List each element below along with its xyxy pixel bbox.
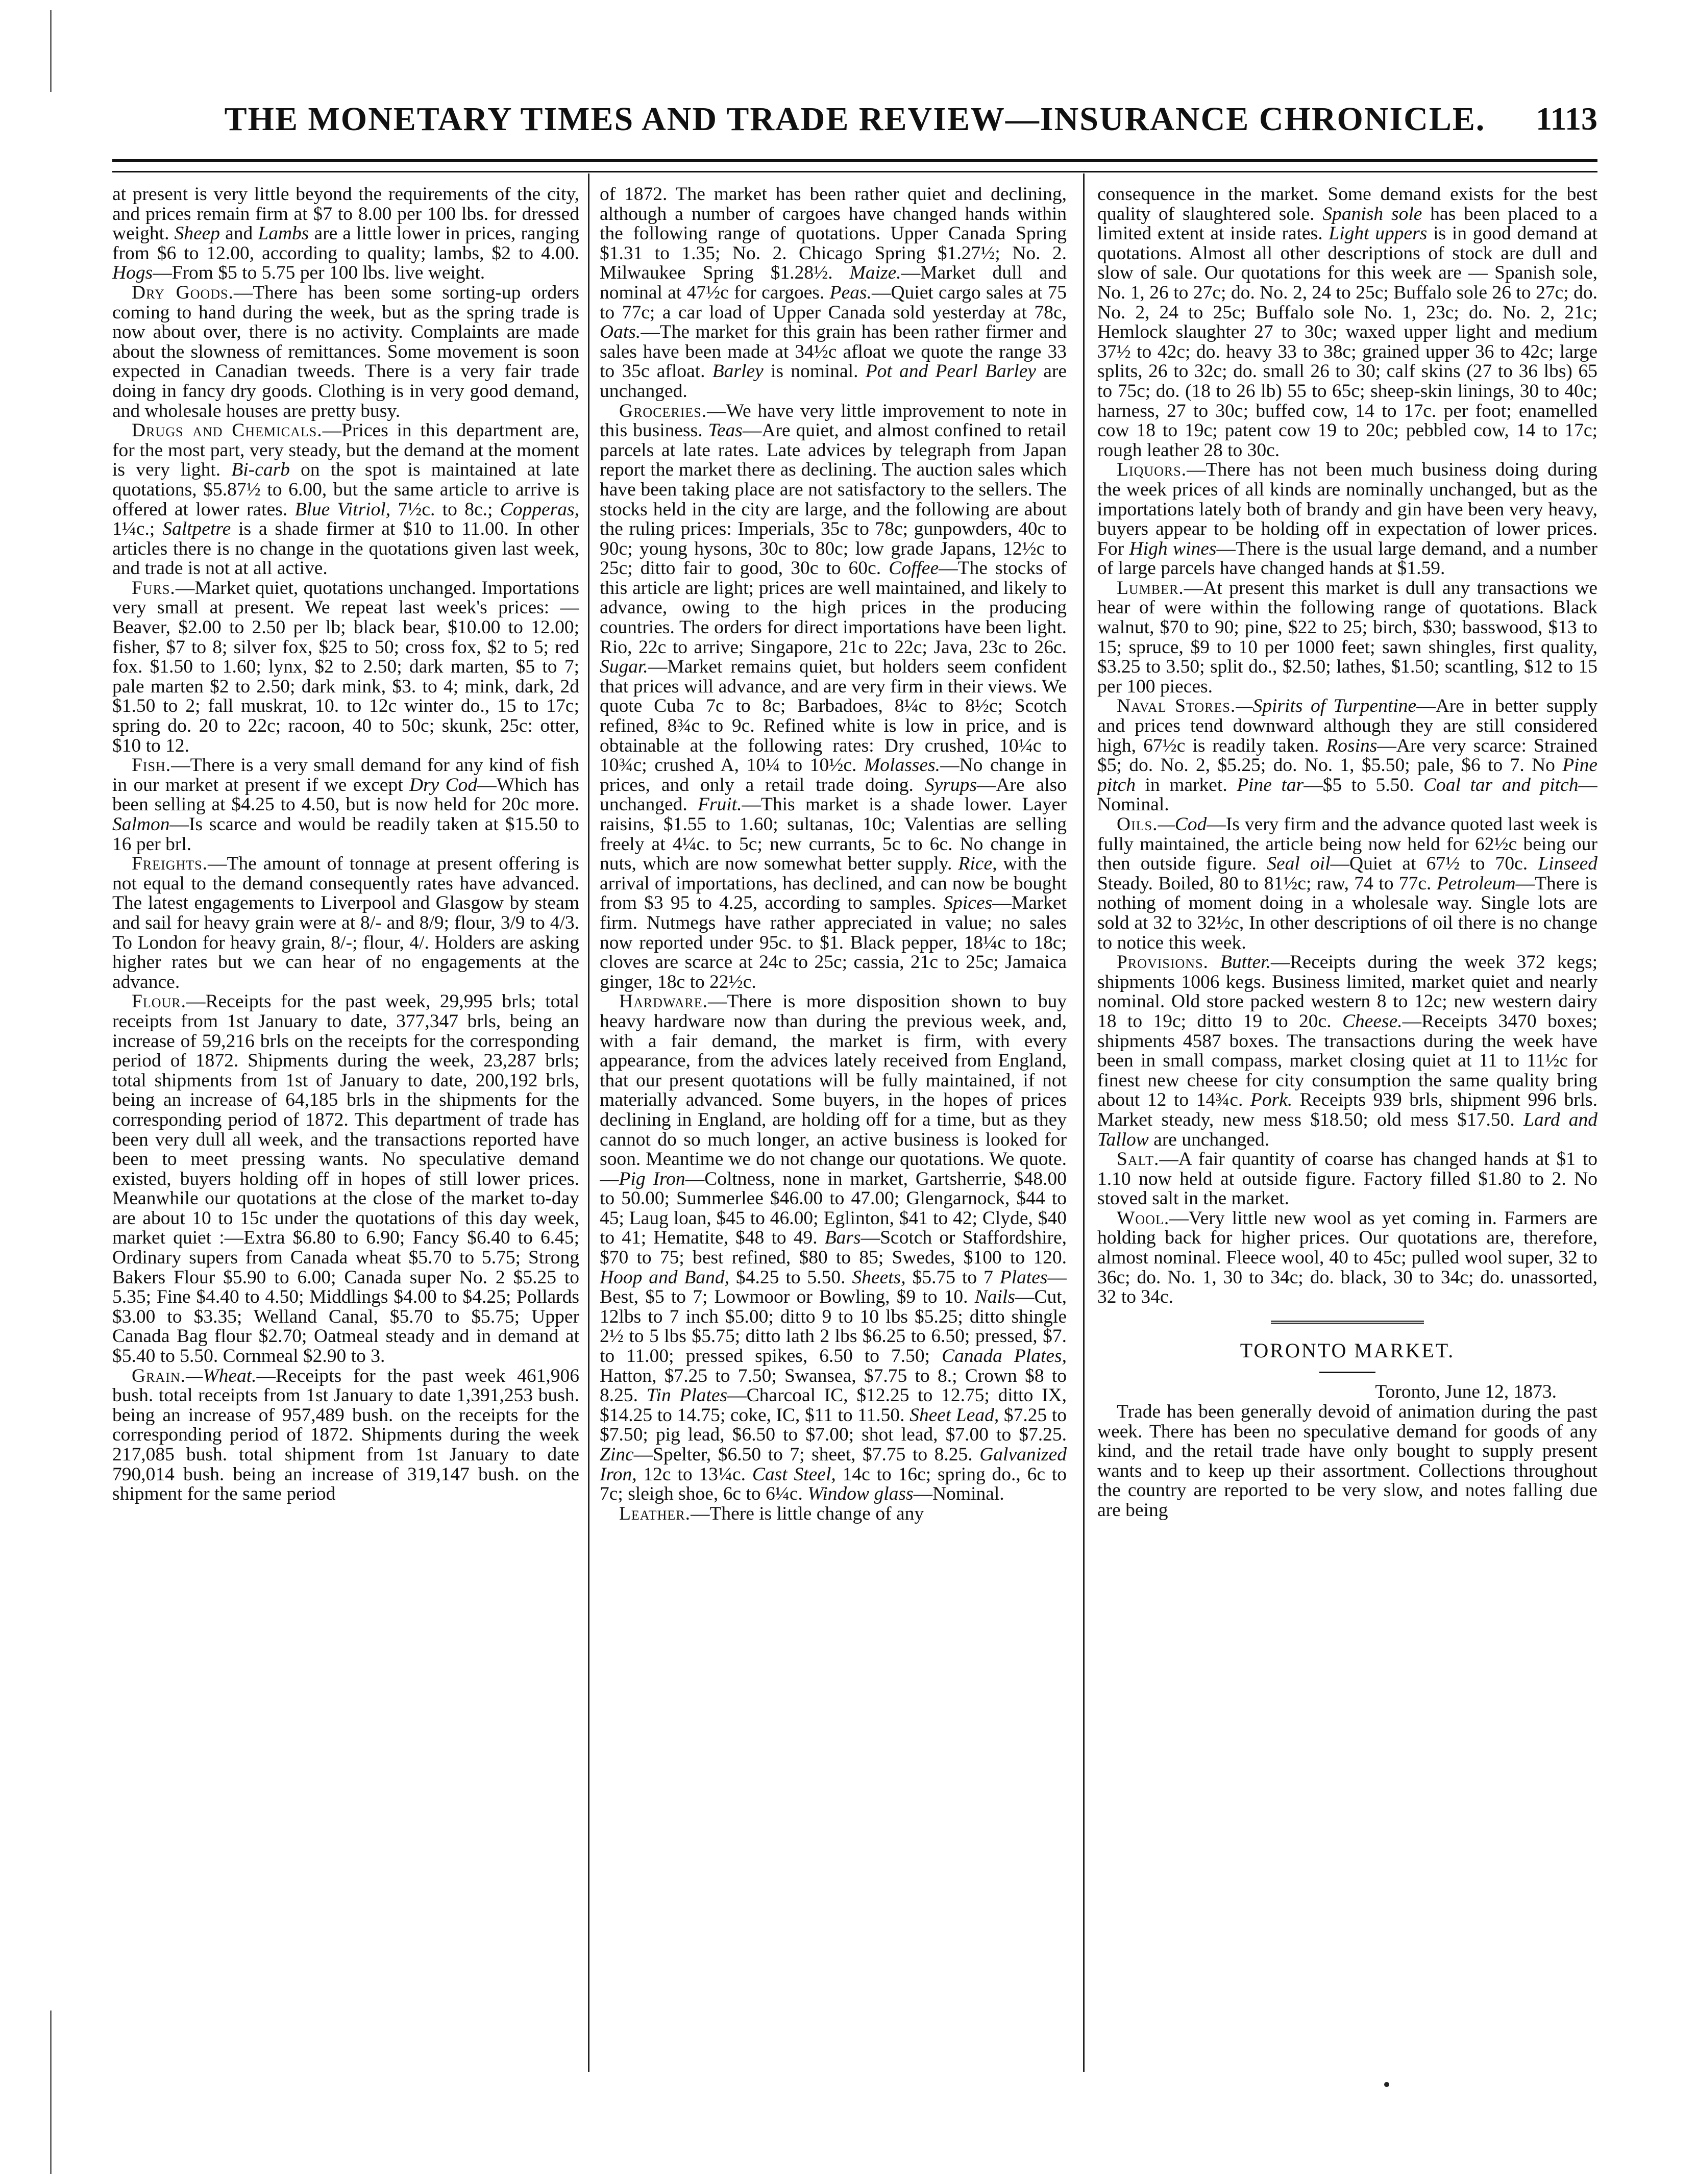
paragraph-hardware: Hardware.—There is more disposition shown to buy heavy hardware now than during the previous week, and, with a fair demand, the market is firm, with every appearance, from the advices lately received from England, that our present quotations will be fully maintained, if not materially advanced. Some buyers, in the hopes of prices declining in England, are holding off for a time, but as they cannot do so much longer, an active business is looked for soon. Meantime we do not change our quotations. We quote.—Pig Iron—Coltness, none in market, Gartsherrie, $48.00 to 50.00; Summerlee $46.00 to 47.00; Glengarnock, $44 to 45; Laug loan, $45 to 46.00; Eglinton, $41 to 42; Clyde, $40 to 41; Hematite, $48 to 49. Bars—Scotch or Staffordshire, $70 to 75; best refined, $80 to 85; Swedes, $100 to 120. Hoop and Band, $4.25 to 5.50. Sheets, $5.75 to 7 Plates—Best, $5 to 7; Lowmoor or Bowling, $9 to 10. Nails—Cut, 12lbs to 7 inch $5.00; ditto 9 to 10 lbs $5.25; ditto shingle 2½ to 5 lbs $5.75; ditto lath 2 lbs $6.25 to 6.50; pressed, $7. to 11.00; pressed spikes, 6.50 to 7.50; Canada Plates, Hatton, $7.25 to 7.50; Swansea, $7.75 to 8.; Crown $8 to 8.25. Tin Plates—Charcoal IC, $12.25 to 12.75; ditto IX, $14.25 to 14.75; coke, IC, $11 to 11.50. Sheet Lead, $7.25 to $7.50; pig lead, $6.50 to $7.00; shot lead, $7.00 to $7.25. Zinc—Spelter, $6.50 to 7; sheet, $7.75 to 8.25. Galvanized Iron, 12c to 13¼c. Cast Steel, 14c to 16c; spring do., 6c to 7c; sleigh shoe, 6c to 6¼c. Window glass—Nominal. bbox=[600, 991, 1067, 1505]
section-heading-toronto-market: TORONTO MARKET. bbox=[1240, 1338, 1455, 1362]
paragraph-oils: Oils.—Cod—Is very firm and the advance quoted last week is fully maintained, the article being now held for 62½c being our then outside figure. Seal oil—Quiet at 67½ to 70c. Linseed Steady. Boiled, 80 to 81½c; raw, 74 to 77c. Petroleum—There is nothing of moment doing in a wholesale way. Single lots are sold at 32 to 32½c, In other descriptions of oil there is no change to notice this week. bbox=[1097, 814, 1597, 953]
ink-dot bbox=[1384, 2082, 1389, 2087]
paragraph-drugs: Drugs and Chemicals.—Prices in this department are, for the most part, very steady, but the demand at the moment is very light. Bi-carb on the spot is maintained at late quotations, $5.87½ to 6.00, but the same article to arrive is offered at lower rates. Blue Vitriol, 7½c. to 8c.; Copperas, 1¼c.; Saltpetre is a shade firmer at $10 to 11.00. In other articles there is no change in the quotations given last week, and trade is not at all active. bbox=[112, 420, 579, 579]
paragraph-furs: Furs.—Market quiet, quotations unchanged. Importations very small at present. We repeat last week's prices: — Beaver, $2.00 to 2.50 per lb; black bear, $10.00 to 12.00; fisher, $7 to 8; silver fox, $25 to 50; cross fox, $2 to 5; red fox. $1.50 to 1.60; lynx, $2 to 2.50; dark marten, $5 to 7; pale marten $2 to 2.50; dark mink, $3. to 4; mink, dark, 2d $1.50 to 2; fall muskrat, 10. to 12c winter do., 15 to 17c; spring do. 20 to 22c; racoon, 40 to 50c; skunk, 25c: otter, $10 to 12. bbox=[112, 577, 579, 756]
paragraph-grain-continued: of 1872. The market has been rather quiet and declining, although a number of cargoes have changed hands within the following range of quotations. Upper Canada Spring $1.31 to 1.35; No. 2. Chicago Spring $1.27½; No. 2. Milwaukee Spring $1.28½. Maize.—Market dull and nominal at 47½c for cargoes. Peas.—Quiet cargo sales at 75 to 77c; a car load of Upper Canada sold yesterday at 78c, Oats.—The market for this grain has been rather firmer and sales have been made at 34½c afloat we quote the range 33 to 35c afloat. Barley is nominal. Pot and Pearl Barley are unchanged. bbox=[600, 185, 1067, 402]
masthead bbox=[112, 100, 1597, 161]
paragraph-leather: Leather.—There is little change of any bbox=[619, 1503, 924, 1524]
paragraph-lumber: Lumber.—At present this market is dull any transactions we hear of were within the following range of quotations. Black walnut, $70 to 90; pine, $22 to 25; birch, $30; basswood, $13 to 15; spruce, $9 to 10 per 1000 feet; sawn shingles, first quality, $3.25 to 3.50; split do., $2.50; lathes, $1.50; scantling, $12 to 15 per 100 pieces. bbox=[1097, 577, 1597, 697]
section-rule bbox=[1271, 1321, 1424, 1326]
dateline: Toronto, June 12, 1873. bbox=[1375, 1381, 1557, 1403]
column-divider bbox=[1083, 173, 1085, 2072]
column-1 bbox=[112, 185, 579, 2073]
paragraph-liquors: Liquors.—There has not been much business doing during the week prices of all kinds are nominally unchanged, but as the importations lately both of brandy and gin have been very heavy, buyers appear to be holding off in expectation of lower prices. For High wines—There is the usual large demand, and a number of large parcels have changed hands at $1.59. bbox=[1097, 459, 1597, 579]
paragraph-groceries: Groceries.—We have very little improvement to note in this business. Teas—Are quiet, and almost confined to retail parcels at late rates. Late advices by telegraph from Japan report the market there as declining. The auction sales which have been taking place are not satisfactory to the sellers. The stocks held in the city are large, and the following are about the ruling prices: Imperials, 35c to 78c; gunpowders, 40c to 90c; young hysons, 30c to 80c; low grade Japans, 12½c to 25c; ditto fair to good, 30c to 60c. Coffee—The stocks of this article are light; prices are well maintained, and likely to advance, owing to the high prices in the producing countries. The orders for direct importations have been light. Rio, 22c to arrive; Singapore, 21c to 22c; Java, 23c to 26c. Sugar.—Market remains quiet, but holders seem confident that prices will advance, and are very firm in their views. We quote Cuba 7c to 8c; Barbadoes, 8¼c to 8½c; Scotch refined, 8¾c to 9c. Refined white is low in price, and is obtainable at the following rates: Dry crushed, 10¼c to 10¾c; crushed A, 10¼ to 10½c. Molasses.—No change in prices, and only a retail trade doing. Syrups—Are also unchanged. Fruit.—This market is a shade lower. Layer raisins, $1.55 to 1.60; sultanas, 10c; Valentias are selling freely at 4¼c. to 5c; new currants, 5c to 6c. No change in nuts, which are now somewhat better supply. Rice, with the arrival of importations, has declined, and can now be bought from $3 95 to 4.25, according to samples. Spices—Market firm. Nutmegs have rather appreciated in value; no sales now reported under 95c. to $1. Black pepper, 18¼c to 18c; cloves are scarce at 24c to 25c; cassia, 21c to 25c; Jamaica ginger, 18c to 22½c. bbox=[600, 400, 1067, 992]
page-title: THE MONETARY TIMES AND TRADE REVIEW—INSURANCE CHRONICLE. bbox=[224, 101, 1486, 138]
page-number: 1113 bbox=[1536, 101, 1597, 137]
paragraph-cattle: at present is very little beyond the requirements of the city, and prices remain firm at $7 to 8.00 per 100 lbs. for dressed weight. Sheep and Lambs are a little lower in prices, ranging from $6 to 12.00, according to quality; lambs, $2 to 4.00. Hogs—From $5 to 5.75 per 100 lbs. live weight. bbox=[112, 185, 579, 284]
column-divider bbox=[588, 173, 589, 2072]
paragraph-leather-continued: consequence in the market. Some demand exists for the best quality of slaughtered sole. Spanish sole has been placed to a limited extent at inside rates. Light uppers is in good demand at quotations. Almost all other descriptions of stock are dull and slow of sale. Our quotations for this week are — Spanish sole, No. 1, 26 to 27c; do. No. 2, 24 to 25c; Buffalo sole 26 to 27c; do. No. 2, 24 to 25c; Buffalo sole No. 1, 23c; do. No. 2, 21c; Hemlock slaughter 27 to 30c; waxed upper light and medium 37½ to 42c; do. heavy 33 to 38c; grained upper 36 to 42c; large splits, 26 to 32c; do. small 26 to 30; calf skins (27 to 36 lbs) 65 to 75c; do. (18 to 26 lb) 55 to 65c; sheep-skin linings, 30 to 40c; harness, 27 to 30c; buffed cow, 14 to 17c. per foot; enamelled cow 18 to 19c; patent cow 19 to 20c; pebbled cow, 14 to 17c; rough leather 28 to 30c. bbox=[1097, 185, 1597, 461]
paragraph-salt: Salt.—A fair quantity of coarse has changed hands at $1 to 1.10 now held at outside figure. Factory filled $1.80 to 2. No stoved salt in the market. bbox=[1097, 1149, 1597, 1209]
paragraph-freights: Freights.—The amount of tonnage at present offering is not equal to the demand consequently rates have advanced. The latest engagements to Liverpool and Glasgow by steam and sail for heavy grain were at 8/- and 8/9; flour, 3/9 to 4/3. To London for heavy grain, 8/-; flour, 4/. Holders are asking higher rates but we can hear of no engagements at the advance. bbox=[112, 853, 579, 992]
column-2 bbox=[600, 185, 1067, 2073]
paragraph-wool: Wool.—Very little new wool as yet coming in. Farmers are holding back for higher prices. Our quotations are, therefore, almost nominal. Fleece wool, 40 to 45c; pulled wool super, 32 to 36c; do. No. 1, 30 to 34c; do. black, 30 to 34c; do. unassorted, 32 to 34c. bbox=[1097, 1207, 1597, 1308]
paragraph-provisions: Provisions. Butter.—Receipts during the week 372 kegs; shipments 1006 kegs. Business limited, market quiet and nearly nominal. Old store packed western 8 to 12c; new western dairy 18 to 19c; ditto 19 to 20c. Cheese.—Receipts 3470 boxes; shipments 4587 boxes. The transactions during the week have been in small compass, market closing quiet at 11 to 11½c for finest new cheese for city consumption the same quality bring about 12 to 14¾c. Pork. Receipts 939 brls, shipment 996 brls. Market steady, new mess $18.50; old mess $17.50. Lard and Tallow are unchanged. bbox=[1097, 952, 1597, 1150]
paragraph-fish: Fish.—There is a very small demand for any kind of fish in our market at present if we except Dry Cod—Which has been selling at $4.25 to 4.50, but is now held for 20c more. Salmon—Is scarce and would be readily taken at $15.50 to 16 per brl. bbox=[112, 755, 579, 855]
paragraph-flour: Flour.—Receipts for the past week, 29,995 brls; total receipts from 1st January to date, 377,347 brls, being an increase of 59,216 brls on the receipts for the corresponding period of 1872. Shipments during the week, 23,287 brls; total shipments from 1st of January to date, 200,192 brls, being an increase of 64,185 brls in the shipments for the corresponding period of 1872. This department of trade has been very dull all week, and the transactions reported have been to meet pressing wants. No speculative demand existed, buyers holding off in hopes of still lower prices. Meanwhile our quotations at the close of the market to-day are about 10 to 15c under the quotations of this day week, market quiet :—Extra $6.80 to 6.90; Fancy $6.40 to 6.45; Ordinary supers from Canada wheat $5.70 to 5.75; Strong Bakers Flour $5.90 to 6.00; Canada super No. 2 $5.25 to 5.35; Fine $4.40 to 4.50; Middlings $4.00 to $4.25; Pollards $3.00 to $3.35; Welland Canal, $5.70 to $5.75; Upper Canada Bag flour $2.70; Oatmeal steady and in demand at $5.40 to 5.50. Cornmeal $2.90 to 3. bbox=[112, 991, 579, 1367]
paragraph-toronto: Trade has been generally devoid of animation during the past week. There has been no speculative demand for goods of any kind, and the retail trade have only bought to supply present wants and to keep up their assortment. Collections throughout the country are reported to be very slow, and notes falling due are being bbox=[1097, 1401, 1597, 1521]
header-rule bbox=[112, 159, 1597, 172]
paragraph-grain: Grain.—Wheat.—Receipts for the past week 461,906 bush. total receipts from 1st January to date 1,391,253 bush. being an increase of 957,489 bush. on the receipts for the corresponding period of 1872. Shipments during the week 217,085 bush. total shipment from 1st January to date 790,014 bush. being an increase of 319,147 bush. on the shipment for the same period bbox=[112, 1365, 579, 1505]
short-rule bbox=[1319, 1372, 1375, 1373]
scan-edge-mark bbox=[50, 2011, 52, 2174]
scan-edge-mark bbox=[50, 10, 52, 92]
paragraph-dry-goods: Dry Goods.—There has been some sorting-up orders coming to hand during the week, but as the spring trade is now about over, there is no activity. Complaints are made about the slowness of remittances. Some movement is soon expected in Canadian tweeds. There is a very fair trade doing in fancy dry goods. Clothing is in very good demand, and wholesale houses are pretty busy. bbox=[112, 282, 579, 421]
column-3 bbox=[1097, 185, 1597, 2073]
paragraph-naval-stores: Naval Stores.—Spirits of Turpentine—Are in better supply and prices tend downward although they are still considered high, 67½c is readily taken. Rosins—Are very scarce: Strained $5; do. No. 2, $5.25; do. No. 1, $5.50; pale, $6 to 7. No Pine pitch in market. Pine tar—$5 to 5.50. Coal tar and pitch—Nominal. bbox=[1097, 696, 1597, 815]
